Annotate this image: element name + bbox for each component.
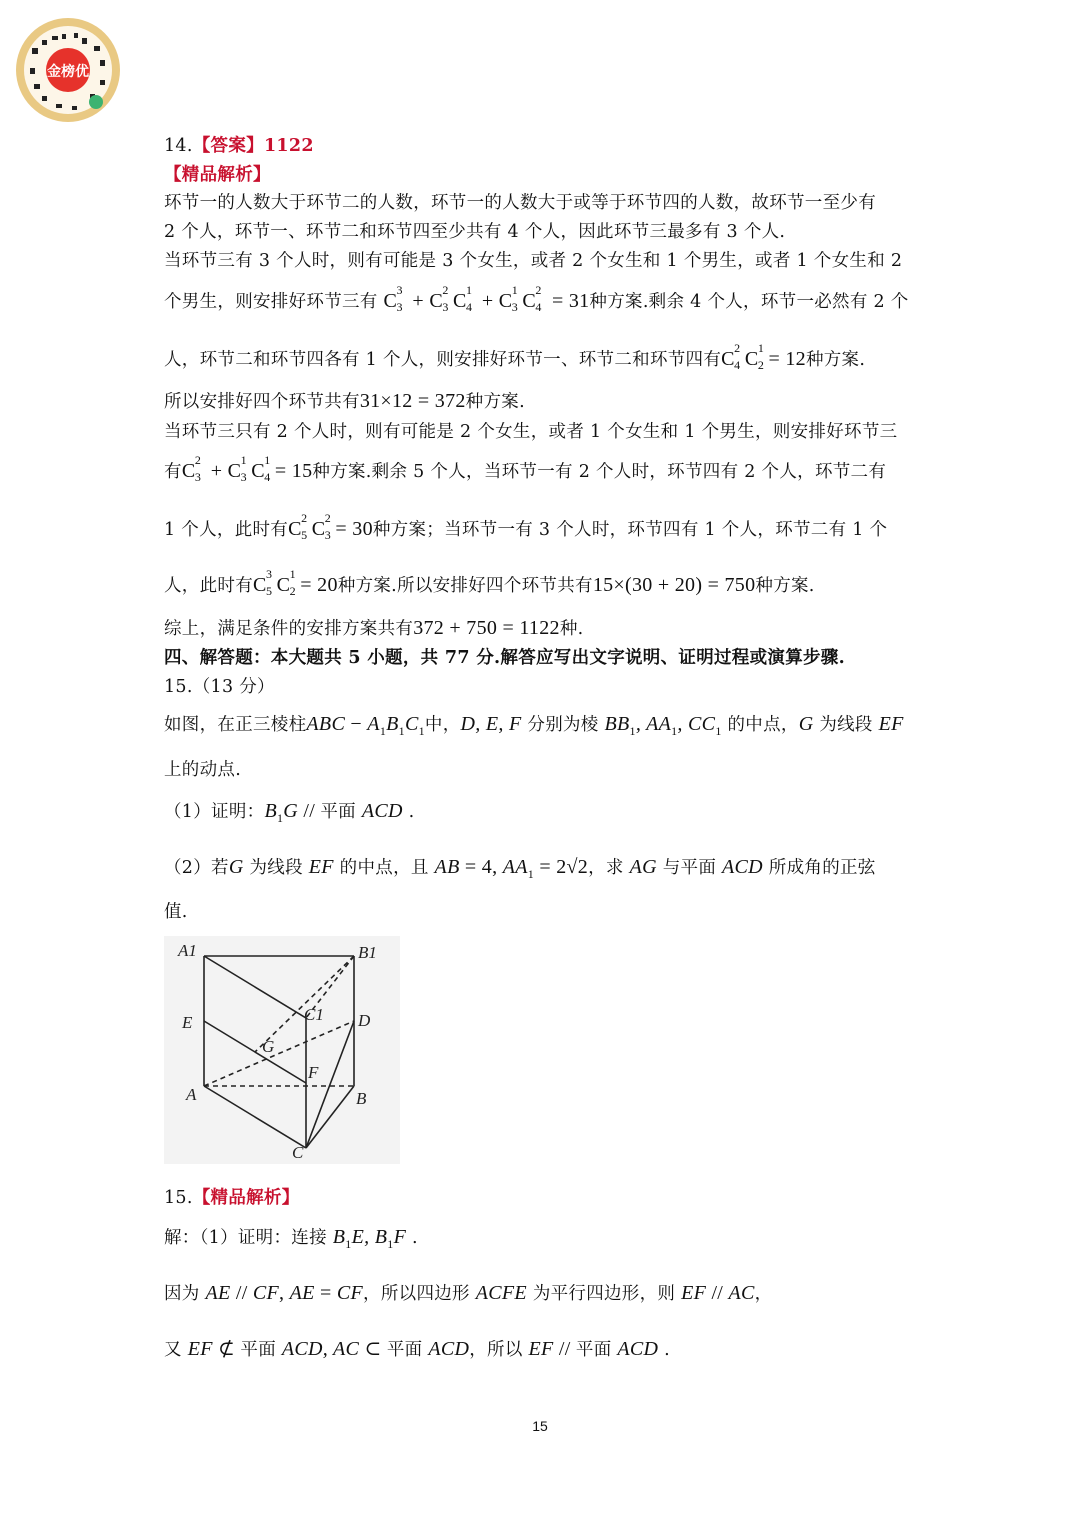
- label-a: A: [186, 1085, 197, 1104]
- q14-line-9: 1 个人，此时有C 2 5 C 2 3 = 30种方案；当环节一有 3 个人时，环节四有 1 个人，环节二有 1 个: [164, 511, 888, 542]
- sol15-line-1: 解：（1）证明：连接 $B_1E$, $B_1F$ .: [164, 1226, 418, 1251]
- label-f: F: [308, 1063, 319, 1082]
- q15-line-2: 上的动点.: [164, 760, 242, 780]
- q14-line-6: 所以安排好四个环节共有31×12 = 372种方案.: [164, 390, 525, 412]
- q15-part-2: （2）若G 为线段 EF 的中点，且 AB = 4, $AA_1 = 2√2$，求 AG 与平面 ACD 所成角的正弦: [164, 856, 876, 881]
- logo-brand: 金榜优: [47, 64, 89, 80]
- q15-part-1: （1）证明：$B_1G$ // 平面 ACD .: [164, 800, 415, 825]
- q14-line-3: 当环节三有 3 个人时，则有可能是 3 个女生，或者 2 个女生和 1 个男生，或者 1 个女生和 2: [164, 251, 903, 271]
- label-g: G: [262, 1037, 275, 1056]
- q14-line-4: 个男生，则安排好环节三有 C 3 3 + C 2 3 C 1 4 + C 1 3 C 2 4 = 31种方案.剩余 4 个人，环节一必然有 2 个: [164, 283, 909, 314]
- label-d: D: [358, 1011, 371, 1030]
- q15-line-1: 如图，在正三棱柱ABC − $A_1B_1C_1$中，D, E, F 分别为棱 $BB_1$, $AA_1$, $CC_1$ 的中点，G 为线段 EF: [164, 713, 904, 738]
- sol15-line-2: 因为 AE // CF, AE = CF，所以四边形 ACFE 为平行四边形，则 EF // AC，: [164, 1282, 773, 1304]
- page-number: 15: [532, 1418, 548, 1434]
- q14-line-7: 当环节三只有 2 个人时，则有可能是 2 个女生，或者 1 个女生和 1 个男生，则安排好环节三: [164, 422, 898, 442]
- label-a1: A1: [178, 941, 197, 960]
- sol15-line-3: 又 EF ⊄ 平面 ACD, AC ⊂ 平面 ACD，所以 EF // 平面 ACD .: [164, 1338, 671, 1360]
- label-e: E: [182, 1013, 193, 1032]
- prism-figure: [164, 936, 400, 1164]
- q14-line-1: 环节一的人数大于环节二的人数，环节一的人数大于或等于环节四的人数，故环节一至少有: [164, 193, 876, 213]
- q15-part-2-end: 值.: [164, 902, 188, 922]
- q14-answer-line: 14.【答案】1122: [164, 136, 314, 156]
- q14-line-11: 综上，满足条件的安排方案共有372 + 750 = 1122种.: [164, 617, 584, 639]
- q14-line-5: 人，环节二和环节四各有 1 个人，则安排好环节一、环节二和环节四有C 2 4 C 1 2 = 12种方案.: [164, 341, 866, 372]
- section-4-heading: 四、解答题：本大题共 5 小题，共 77 分.解答应写出文字说明、证明过程或演算步骤.: [164, 648, 845, 668]
- label-b1: B1: [358, 943, 377, 962]
- q15-heading: 15.（13 分）: [164, 677, 275, 697]
- q14-analysis-tag: 【精品解析】: [164, 165, 271, 185]
- q14-line-10: 人，此时有C 3 5 C 1 2 = 20种方案.所以安排好四个环节共有15×(30 + 20) = 750种方案.: [164, 567, 815, 598]
- q14-line-8: 有C 2 3 + C 1 3 C 1 4 = 15种方案.剩余 5 个人，当环节一有 2 个人时，环节四有 2 个人，环节二有: [164, 453, 887, 484]
- q14-line-2: 2 个人，环节一、环节二和环节四至少共有 4 个人，因此环节三最多有 3 个人.: [164, 222, 786, 242]
- sol15-heading: 15.【精品解析】: [164, 1188, 300, 1208]
- label-c: C: [292, 1143, 304, 1162]
- label-c1: C1: [304, 1005, 324, 1024]
- label-b: B: [356, 1089, 367, 1108]
- logo: [12, 8, 124, 126]
